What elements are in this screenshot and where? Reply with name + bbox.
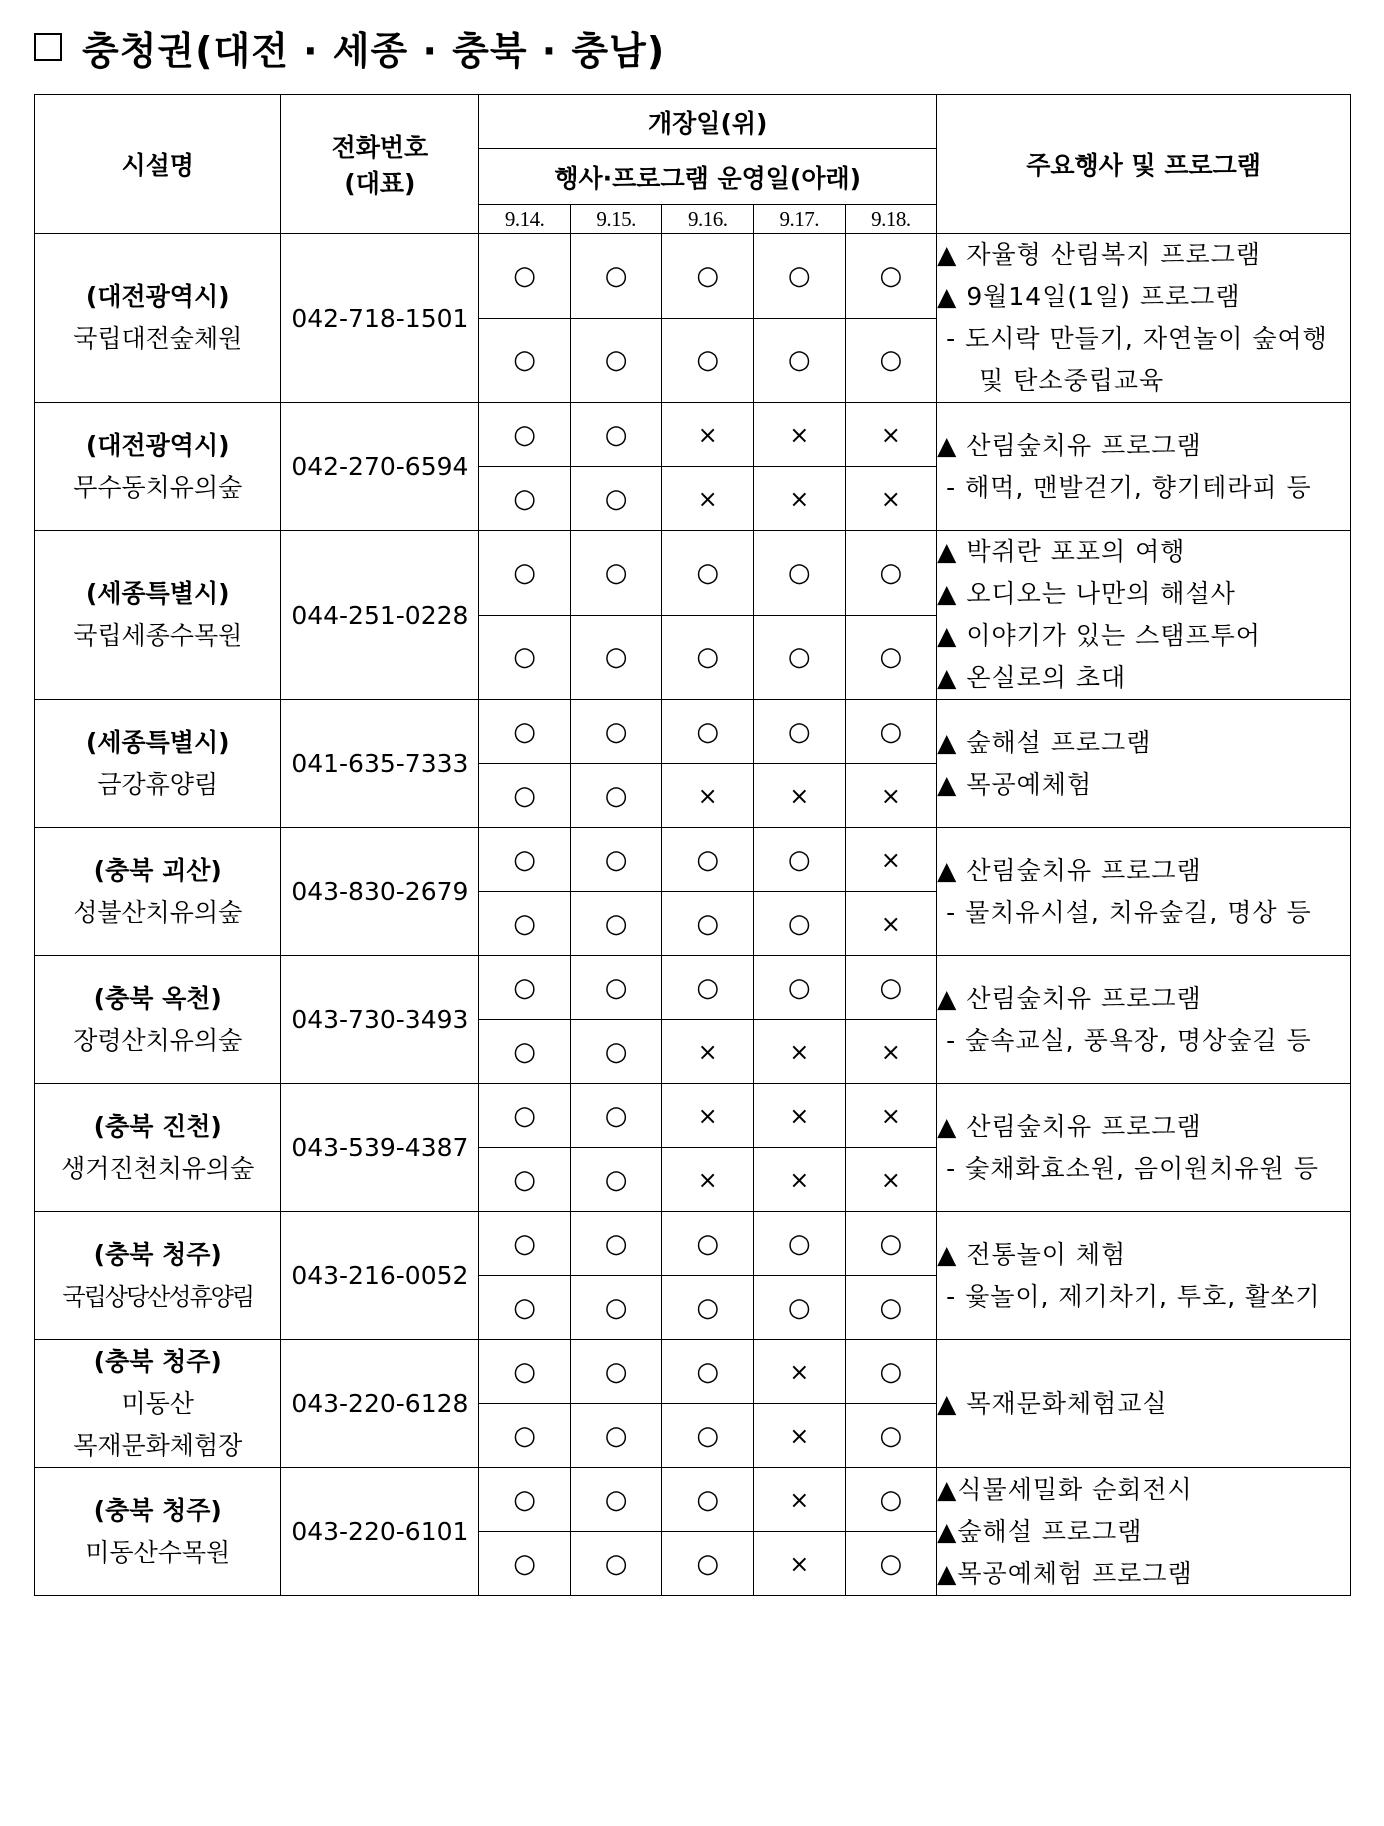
open-day-mark: ○ (570, 1084, 662, 1148)
program-day-mark: ○ (570, 467, 662, 531)
facility-name-cell (35, 700, 281, 828)
open-day-mark: ○ (662, 700, 754, 764)
phone-number: 043-216-0052 (281, 1212, 479, 1340)
facility-name-cell (35, 1212, 281, 1340)
header-facility: 시설명 (35, 95, 281, 234)
open-day-mark: ○ (845, 531, 937, 616)
table-row (35, 1084, 1351, 1148)
program-day-mark: ○ (479, 615, 571, 700)
header-program-day: 행사·프로그램 운영일(아래) (479, 149, 937, 205)
program-day-mark: ○ (753, 892, 845, 956)
table-row (35, 531, 1351, 616)
program-line: ▲ 목재문화체험교실 (937, 1388, 1168, 1418)
phone-number: 041-635-7333 (281, 700, 479, 828)
open-day-mark: ○ (570, 1340, 662, 1404)
table-row (35, 403, 1351, 467)
facility-name: 금강휴양림 (97, 769, 219, 799)
table-row (35, 1212, 1351, 1276)
header-programs: 주요행사 및 프로그램 (937, 95, 1351, 234)
program-day-mark: ○ (662, 318, 754, 403)
program-description (937, 403, 1351, 531)
open-day-mark: × (845, 1084, 937, 1148)
open-day-mark: ○ (570, 1212, 662, 1276)
open-day-mark: × (662, 403, 754, 467)
region-label: (대전광역시) (85, 430, 230, 460)
program-line: - 숲속교실, 풍욕장, 명상숲길 등 (937, 1025, 1312, 1055)
region-label: (충북 진천) (93, 1111, 222, 1141)
header-date: 9.18. (845, 205, 937, 234)
program-line: ▲ 산림숲치유 프로그램 (937, 1111, 1202, 1141)
region-label: (충북 옥천) (93, 983, 222, 1013)
program-day-mark: ○ (753, 615, 845, 700)
open-day-mark: ○ (570, 828, 662, 892)
program-day-mark: ○ (662, 1532, 754, 1596)
program-day-mark: ○ (479, 1020, 571, 1084)
program-description (937, 828, 1351, 956)
facility-name-cell (35, 403, 281, 531)
facility-name-cell (35, 1468, 281, 1596)
table-row (35, 1468, 1351, 1532)
open-day-mark: ○ (662, 531, 754, 616)
program-line: ▲ 자율형 산림복지 프로그램 (937, 240, 1261, 269)
program-day-mark: ○ (479, 1276, 571, 1340)
open-day-mark: ○ (753, 234, 845, 319)
program-day-mark: ○ (845, 615, 937, 700)
header-phone-line2: (대표) (344, 169, 416, 198)
program-description (937, 234, 1351, 403)
program-day-mark: ○ (662, 615, 754, 700)
program-description (937, 1468, 1351, 1596)
facility-name: 목재문화체험장 (73, 1430, 243, 1460)
program-line: 및 탄소중립교육 (979, 366, 1165, 395)
program-line: - 윷놀이, 제기차기, 투호, 활쏘기 (937, 1281, 1321, 1311)
facility-name: 미동산수목원 (85, 1537, 231, 1567)
phone-number: 043-220-6128 (281, 1340, 479, 1468)
program-day-mark: ○ (570, 764, 662, 828)
table-header (35, 95, 1351, 234)
checkbox-square-icon (34, 33, 62, 61)
program-day-mark: ○ (570, 1020, 662, 1084)
program-description (937, 956, 1351, 1084)
open-day-mark: ○ (662, 234, 754, 319)
phone-number: 044-251-0228 (281, 531, 479, 700)
open-day-mark: ○ (662, 1468, 754, 1532)
header-date: 9.15. (570, 205, 662, 234)
program-day-mark: ○ (479, 764, 571, 828)
open-day-mark: × (662, 1084, 754, 1148)
program-day-mark: ○ (662, 1276, 754, 1340)
program-day-mark: ○ (845, 1404, 937, 1468)
program-line: ▲ 오디오는 나만의 해설사 (937, 579, 1236, 608)
open-day-mark: ○ (753, 956, 845, 1020)
open-day-mark: × (845, 403, 937, 467)
facility-name: 국립대전숲체원 (73, 324, 243, 353)
region-label: (충북 청주) (93, 1495, 222, 1525)
open-day-mark: ○ (479, 531, 571, 616)
program-day-mark: ○ (845, 318, 937, 403)
facility-name: 성불산치유의숲 (73, 897, 243, 927)
program-day-mark: ○ (479, 1532, 571, 1596)
facility-name: 국립세종수목원 (73, 621, 243, 650)
open-day-mark: ○ (479, 1468, 571, 1532)
program-day-mark: ○ (479, 1404, 571, 1468)
program-line: ▲식물세밀화 순회전시 (937, 1474, 1193, 1504)
program-line: ▲목공예체험 프로그램 (937, 1558, 1193, 1588)
open-day-mark: ○ (753, 828, 845, 892)
table-row (35, 828, 1351, 892)
program-day-mark: ○ (662, 892, 754, 956)
program-line: ▲ 목공예체험 (937, 769, 1093, 799)
program-day-mark: ○ (570, 1148, 662, 1212)
region-label: (세종특별시) (85, 727, 230, 757)
program-day-mark: × (753, 467, 845, 531)
open-day-mark: ○ (845, 1340, 937, 1404)
program-day-mark: ○ (479, 892, 571, 956)
program-line: ▲숲해설 프로그램 (937, 1516, 1143, 1546)
open-day-mark: × (845, 828, 937, 892)
header-date: 9.16. (662, 205, 754, 234)
phone-number: 042-270-6594 (281, 403, 479, 531)
open-day-mark: ○ (845, 700, 937, 764)
open-day-mark: ○ (570, 403, 662, 467)
open-day-mark: ○ (479, 828, 571, 892)
open-day-mark: ○ (570, 1468, 662, 1532)
open-day-mark: ○ (662, 1340, 754, 1404)
open-day-mark: ○ (845, 234, 937, 319)
program-day-mark: × (845, 467, 937, 531)
open-day-mark: ○ (662, 1212, 754, 1276)
open-day-mark: ○ (662, 828, 754, 892)
open-day-mark: ○ (753, 700, 845, 764)
program-day-mark: ○ (570, 1276, 662, 1340)
header-date: 9.14. (479, 205, 571, 234)
phone-number: 043-539-4387 (281, 1084, 479, 1212)
table-row (35, 234, 1351, 319)
program-day-mark: ○ (479, 318, 571, 403)
header-open-day: 개장일(위) (479, 95, 937, 149)
open-day-mark: ○ (479, 234, 571, 319)
program-day-mark: × (662, 1148, 754, 1212)
program-line: ▲ 산림숲치유 프로그램 (937, 430, 1202, 460)
facility-name: 무수동치유의숲 (73, 472, 243, 502)
program-line: - 물치유시설, 치유숲길, 명상 등 (937, 897, 1312, 927)
facility-name-cell (35, 1340, 281, 1468)
open-day-mark: ○ (753, 1212, 845, 1276)
program-day-mark: ○ (845, 1532, 937, 1596)
region-label: (충북 청주) (93, 1239, 222, 1269)
program-day-mark: ○ (570, 1404, 662, 1468)
facility-name-cell (35, 956, 281, 1084)
program-line: ▲ 박쥐란 포포의 여행 (937, 537, 1186, 566)
program-day-mark: × (753, 1404, 845, 1468)
open-day-mark: × (753, 1340, 845, 1404)
table-row (35, 700, 1351, 764)
program-line: - 숯채화효소원, 음이원치유원 등 (937, 1153, 1319, 1183)
program-day-mark: ○ (753, 318, 845, 403)
program-day-mark: × (845, 1020, 937, 1084)
section-heading (34, 22, 665, 72)
facility-name: 국립상당산성휴양림 (62, 1282, 254, 1311)
facility-table (34, 94, 1351, 1596)
table-row (35, 1340, 1351, 1404)
facility-name-cell (35, 1084, 281, 1212)
program-day-mark: ○ (570, 615, 662, 700)
program-day-mark: ○ (479, 1148, 571, 1212)
open-day-mark: ○ (753, 531, 845, 616)
open-day-mark: ○ (570, 234, 662, 319)
program-day-mark: ○ (570, 1532, 662, 1596)
phone-number: 042-718-1501 (281, 234, 479, 403)
program-description (937, 700, 1351, 828)
program-day-mark: × (753, 1532, 845, 1596)
program-description (937, 531, 1351, 700)
header-phone-line1: 전화번호 (331, 133, 429, 162)
region-label: (충북 괴산) (93, 855, 222, 885)
open-day-mark: ○ (570, 531, 662, 616)
program-day-mark: × (845, 892, 937, 956)
open-day-mark: ○ (845, 956, 937, 1020)
program-line: - 도시락 만들기, 자연놀이 숲여행 (937, 324, 1328, 353)
open-day-mark: ○ (570, 700, 662, 764)
header-date: 9.17. (753, 205, 845, 234)
open-day-mark: ○ (479, 403, 571, 467)
open-day-mark: × (753, 403, 845, 467)
program-line: - 해먹, 맨발걷기, 향기테라피 등 (937, 472, 1312, 502)
open-day-mark: ○ (479, 1084, 571, 1148)
program-day-mark: ○ (570, 318, 662, 403)
program-day-mark: × (753, 764, 845, 828)
table-body (35, 234, 1351, 1596)
open-day-mark: ○ (570, 956, 662, 1020)
open-day-mark: ○ (479, 700, 571, 764)
table-row (35, 956, 1351, 1020)
program-day-mark: × (753, 1148, 845, 1212)
facility-name: 미동산 (121, 1388, 194, 1418)
program-line: ▲ 온실로의 초대 (937, 663, 1127, 692)
program-line: ▲ 9월14일(1일) 프로그램 (937, 282, 1241, 311)
facility-name-cell (35, 234, 281, 403)
region-label: (세종특별시) (85, 579, 230, 608)
facility-name: 장령산치유의숲 (73, 1025, 243, 1055)
program-description (937, 1340, 1351, 1468)
program-day-mark: ○ (753, 1276, 845, 1340)
phone-number: 043-220-6101 (281, 1468, 479, 1596)
open-day-mark: ○ (479, 956, 571, 1020)
open-day-mark: ○ (662, 956, 754, 1020)
open-day-mark: ○ (479, 1340, 571, 1404)
facility-name: 생거진천치유의숲 (61, 1153, 255, 1183)
header-phone (281, 95, 479, 234)
phone-number: 043-730-3493 (281, 956, 479, 1084)
open-day-mark: ○ (845, 1212, 937, 1276)
facility-name-cell (35, 828, 281, 956)
program-day-mark: × (753, 1020, 845, 1084)
region-label: (충북 청주) (93, 1346, 222, 1376)
program-line: ▲ 숲해설 프로그램 (937, 727, 1152, 757)
program-day-mark: ○ (845, 1276, 937, 1340)
program-description (937, 1084, 1351, 1212)
facility-name-cell (35, 531, 281, 700)
open-day-mark: ○ (845, 1468, 937, 1532)
program-day-mark: × (662, 764, 754, 828)
program-day-mark: × (845, 1148, 937, 1212)
program-line: ▲ 이야기가 있는 스탬프투어 (937, 621, 1261, 650)
program-day-mark: × (662, 1020, 754, 1084)
program-day-mark: ○ (479, 467, 571, 531)
program-day-mark: ○ (570, 892, 662, 956)
program-line: ▲ 산림숲치유 프로그램 (937, 983, 1202, 1013)
open-day-mark: × (753, 1468, 845, 1532)
open-day-mark: ○ (479, 1212, 571, 1276)
program-description (937, 1212, 1351, 1340)
program-line: ▲ 전통놀이 체험 (937, 1239, 1127, 1269)
program-day-mark: × (845, 764, 937, 828)
region-label: (대전광역시) (85, 282, 230, 311)
open-day-mark: × (753, 1084, 845, 1148)
program-day-mark: ○ (662, 1404, 754, 1468)
page-title: 충청권(대전 · 세종 · 충북 · 충남) (82, 28, 666, 73)
program-line: ▲ 산림숲치유 프로그램 (937, 855, 1202, 885)
phone-number: 043-830-2679 (281, 828, 479, 956)
program-day-mark: × (662, 467, 754, 531)
